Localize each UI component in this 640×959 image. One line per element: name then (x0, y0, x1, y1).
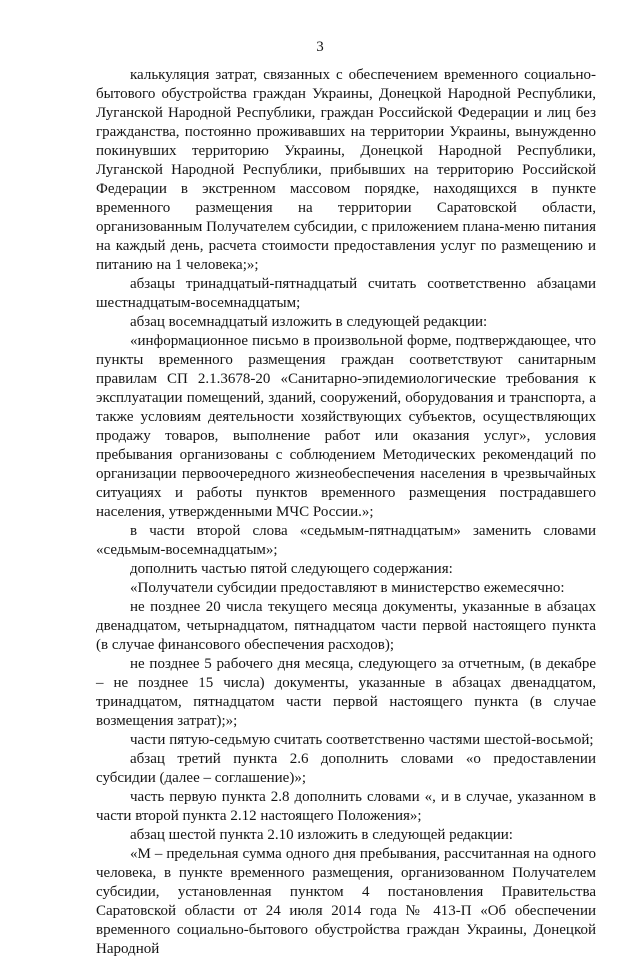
paragraph-edit-18: абзац восемнадцатый изложить в следующей редакции: (130, 314, 488, 330)
paragraph-clause-2-10: абзац шестой пункта 2.10 изложить в следующей редакции: (130, 827, 513, 843)
paragraph-renumber-parts: части пятую-седьмую считать соответственно частями шестой-восьмой; (130, 732, 594, 748)
paragraph-renumber-13-15: абзацы тринадцатый-пятнадцатый считать соответственно абзацами шестнадцатым-восемнадцатым; (96, 276, 596, 311)
paragraph-add-part-five: дополнить частью пятой следующего содержания: (130, 561, 453, 577)
paragraph-definition-m: «М – предельная сумма одного дня пребывания, рассчитанная на одного человека, в пункте временного размещения, организованном Получателем субсидии, установленная пунктом 4 постановления Правительства Саратовской области от 24 июля 2014 года № 413-П «Об обеспечении временного социально-бытового обустройства граждан Украины, Донецкой Народной (96, 846, 596, 957)
paragraph-costing: калькуляция затрат, связанных с обеспечением временного социально-бытового обустройства граждан Украины, Донецкой Народной Республики, Луганской Народной Республики, граждан Российской Федерации и лиц без гражданства, постоянно проживавших на территории Украины, вынужденно покинувших территорию Украины, Донецкой Народной Республики, Луганской Народной Республики, прибывших на территорию Российской Федерации в экстренном массовом порядке, находящихся в пункте временного размещения на территории Саратовской области, организованным Получателем субсидии, с приложением плана-меню питания на каждый день, расчета стоимости предоставления услуг по размещению и питанию на 1 человека;»; (96, 67, 596, 273)
document-body (96, 66, 596, 959)
paragraph-deadline-20: не позднее 20 числа текущего месяца документы, указанные в абзацах двенадцатом, четырнадцатом, пятнадцатом части первой настоящего пункта (в случае финансового обеспечения расходов); (96, 599, 596, 653)
paragraph-monthly-submission: «Получатели субсидии предоставляют в министерство ежемесячно: (130, 580, 565, 596)
page-number: 3 (316, 39, 324, 55)
paragraph-info-letter: «информационное письмо в произвольной форме, подтверждающее, что пункты временного размещения граждан соответствуют санитарным правилам СП 2.1.3678-20 «Санитарно-эпидемиологические требования к эксплуатации помещений, зданий, сооружений, оборудования и транспорта, а также условиям деятельности хозяйствующих субъектов, осуществляющих продажу товаров, выполнение работ или оказания услуг», условия пребывания организованы с соблюдением Методических рекомендаций по организации первоочередного жизнеобеспечения населения в чрезвычайных ситуациях и работы пунктов временного размещения пострадавшего населения, утвержденными МЧС России.»; (96, 333, 596, 520)
paragraph-clause-2-6: абзац третий пункта 2.6 дополнить словами «о предоставлении субсидии (далее – соглашение)»; (96, 751, 596, 786)
paragraph-part-two-replace: в части второй слова «седьмым-пятнадцатым» заменить словами «седьмым-восемнадцатым»; (96, 523, 596, 558)
paragraph-clause-2-8: часть первую пункта 2.8 дополнить словами «, и в случае, указанном в части второй пункта 2.12 настоящего Положения»; (96, 789, 596, 824)
paragraph-deadline-5: не позднее 5 рабочего дня месяца, следующего за отчетным, (в декабре – не позднее 15 числа) документы, указанные в абзацах двенадцатом, тринадцатом, пятнадцатом части первой настоящего пункта (в случае возмещения затрат);»; (96, 656, 596, 729)
